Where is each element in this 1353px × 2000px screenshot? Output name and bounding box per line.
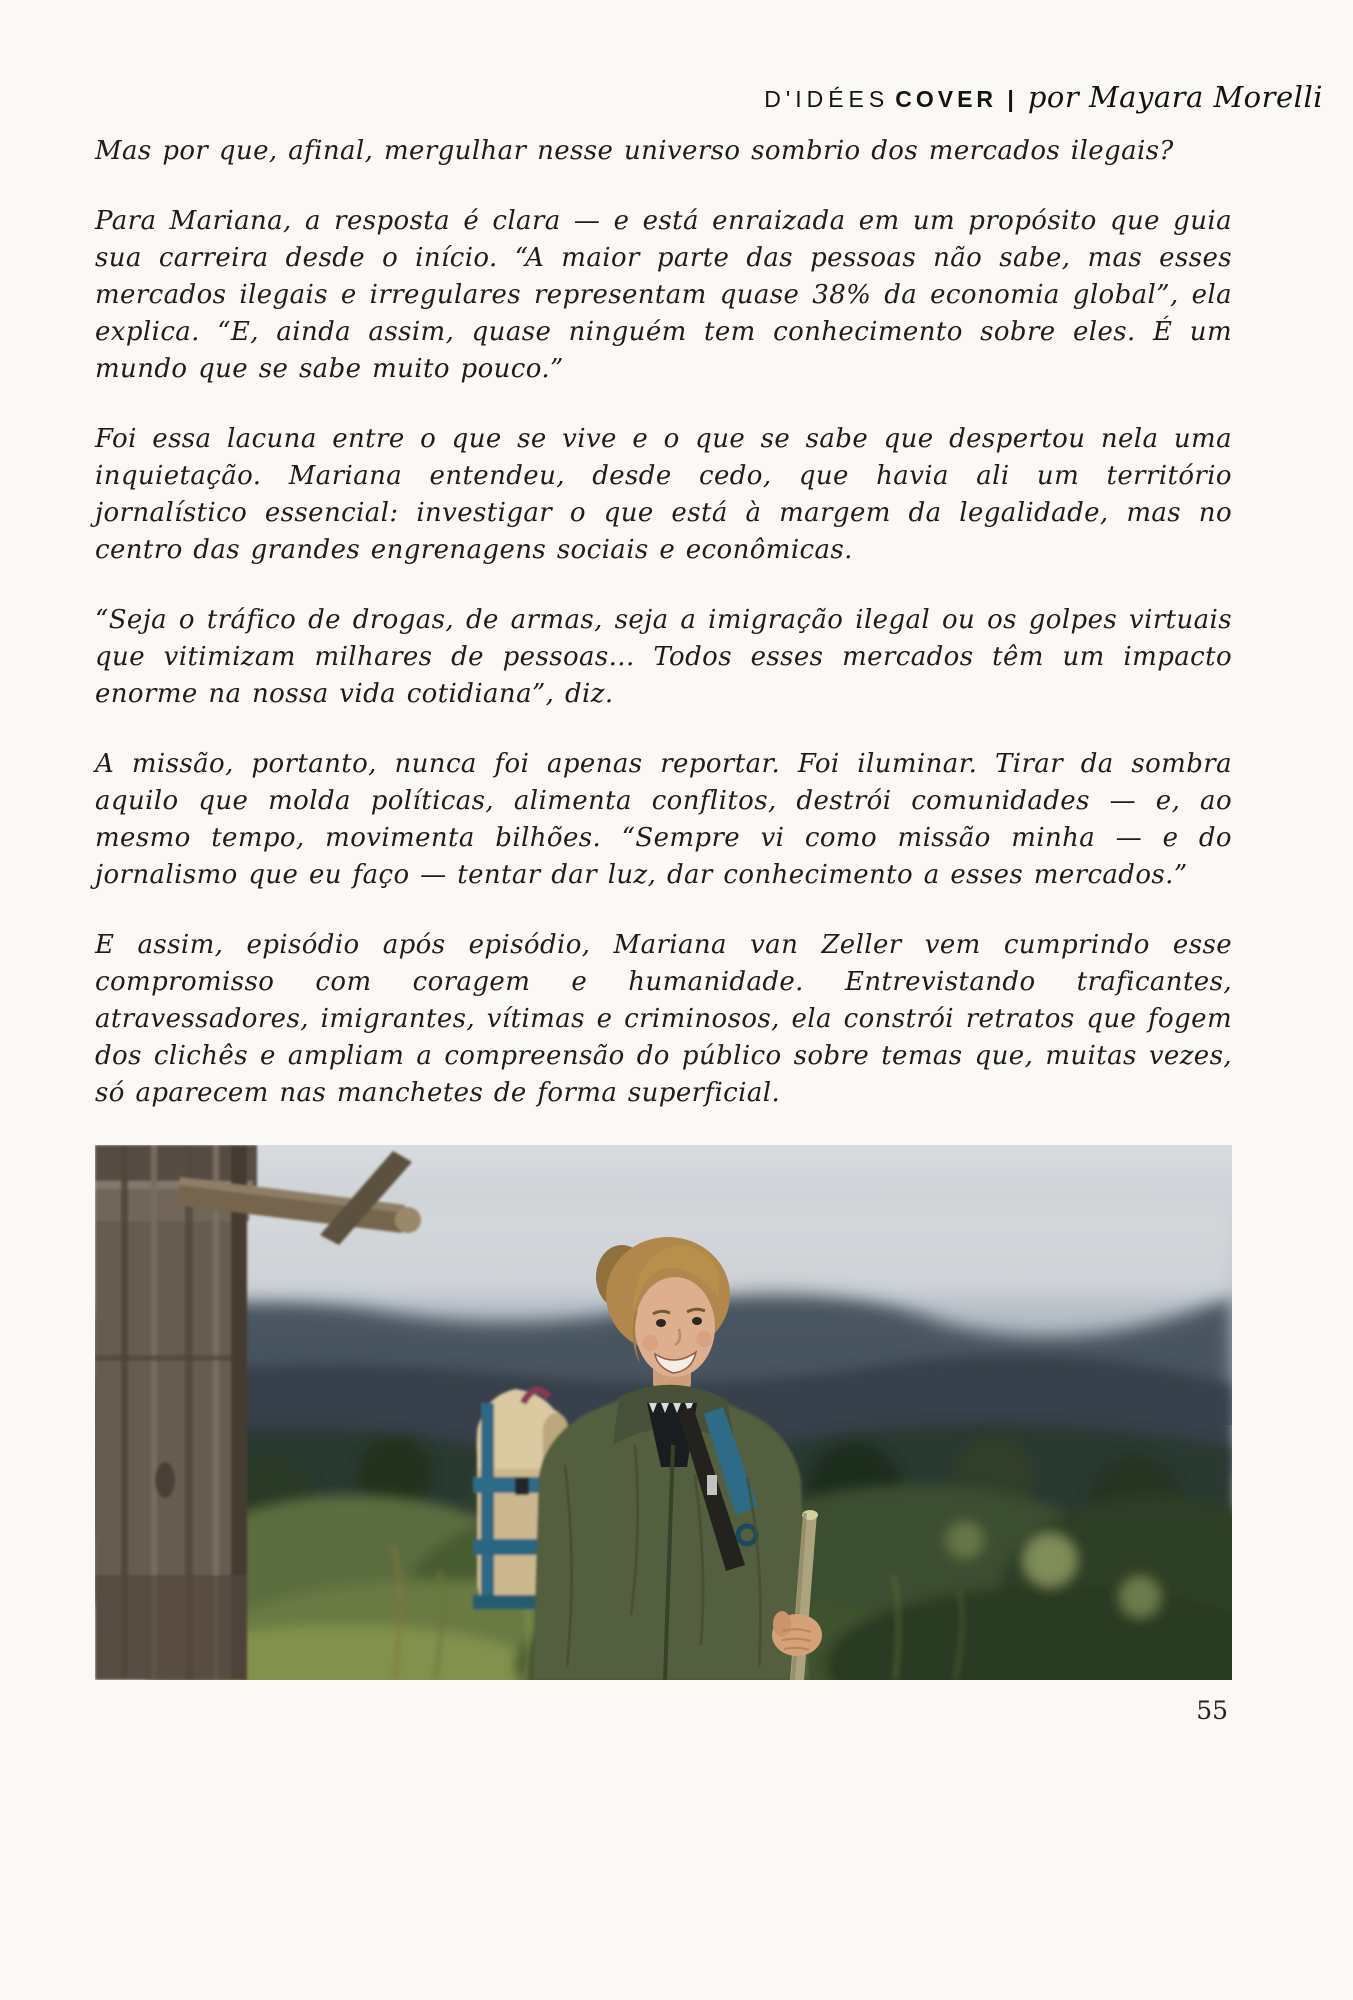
magazine-name: D'IDÉES [764,86,890,112]
article-paragraph: Mas por que, afinal, mergulhar nesse universo sombrio dos mercados ilegais? [95,136,1174,166]
article-paragraph: Para Mariana, a resposta é clara — e está enraizada em um propósito que guia sua carreira desde o início. “A maior parte das pessoas não sabe, mas esses mercados ilegais e irregulares representam quase 38% da economia global”, ela explica. “E, ainda assim, quase ninguém tem conhecimento sobre eles. É um mundo que se sabe muito pouco.” [95,206,1232,384]
page-number: 55 [1196,1696,1228,1725]
photo-grade-overlay [95,1145,1232,1680]
article-paragraph: E assim, episódio após episódio, Mariana van Zeller vem cumprindo esse compromisso com coragem e humanidade. Entrevistando traficantes, atravessadores, imigrantes, vítimas e criminosos, ela constrói retratos que fogem dos clichês e ampliam a compreensão do público sobre temas que, muitas vezes, só aparecem nas manchetes de forma superficial. [95,930,1232,1108]
article-paragraph: Foi essa lacuna entre o que se vive e o que se sabe que despertou nela uma inquietação. Mariana entendeu, desde cedo, que havia ali um território jornalístico essencial: investigar o que está à margem da legalidade, mas no centro das grandes engrenagens sociais e econômicas. [95,424,1232,565]
article-paragraph: “Seja o tráfico de drogas, de armas, seja a imigração ilegal ou os golpes virtuais que vitimizam milhares de pessoas... Todos esses mercados têm um impacto enorme na nossa vida cotidiana”, diz. [95,605,1232,709]
article-paragraph: A missão, portanto, nunca foi apenas reportar. Foi iluminar. Tirar da sombra aquilo que molda políticas, alimenta conflitos, destrói comunidades — e, ao mesmo tempo, movimenta bilhões. “Sempre vi como missão minha — e do jornalismo que eu faço — tentar dar luz, dar conhecimento a esses mercados.” [95,749,1232,890]
byline: por Mayara Morelli [1027,80,1323,114]
article-body [95,133,1232,1725]
page-header [764,80,1323,114]
cover-photo-illustration [95,1145,1232,1680]
section-label: COVER | [895,86,1018,112]
article-photo [95,1145,1232,1680]
